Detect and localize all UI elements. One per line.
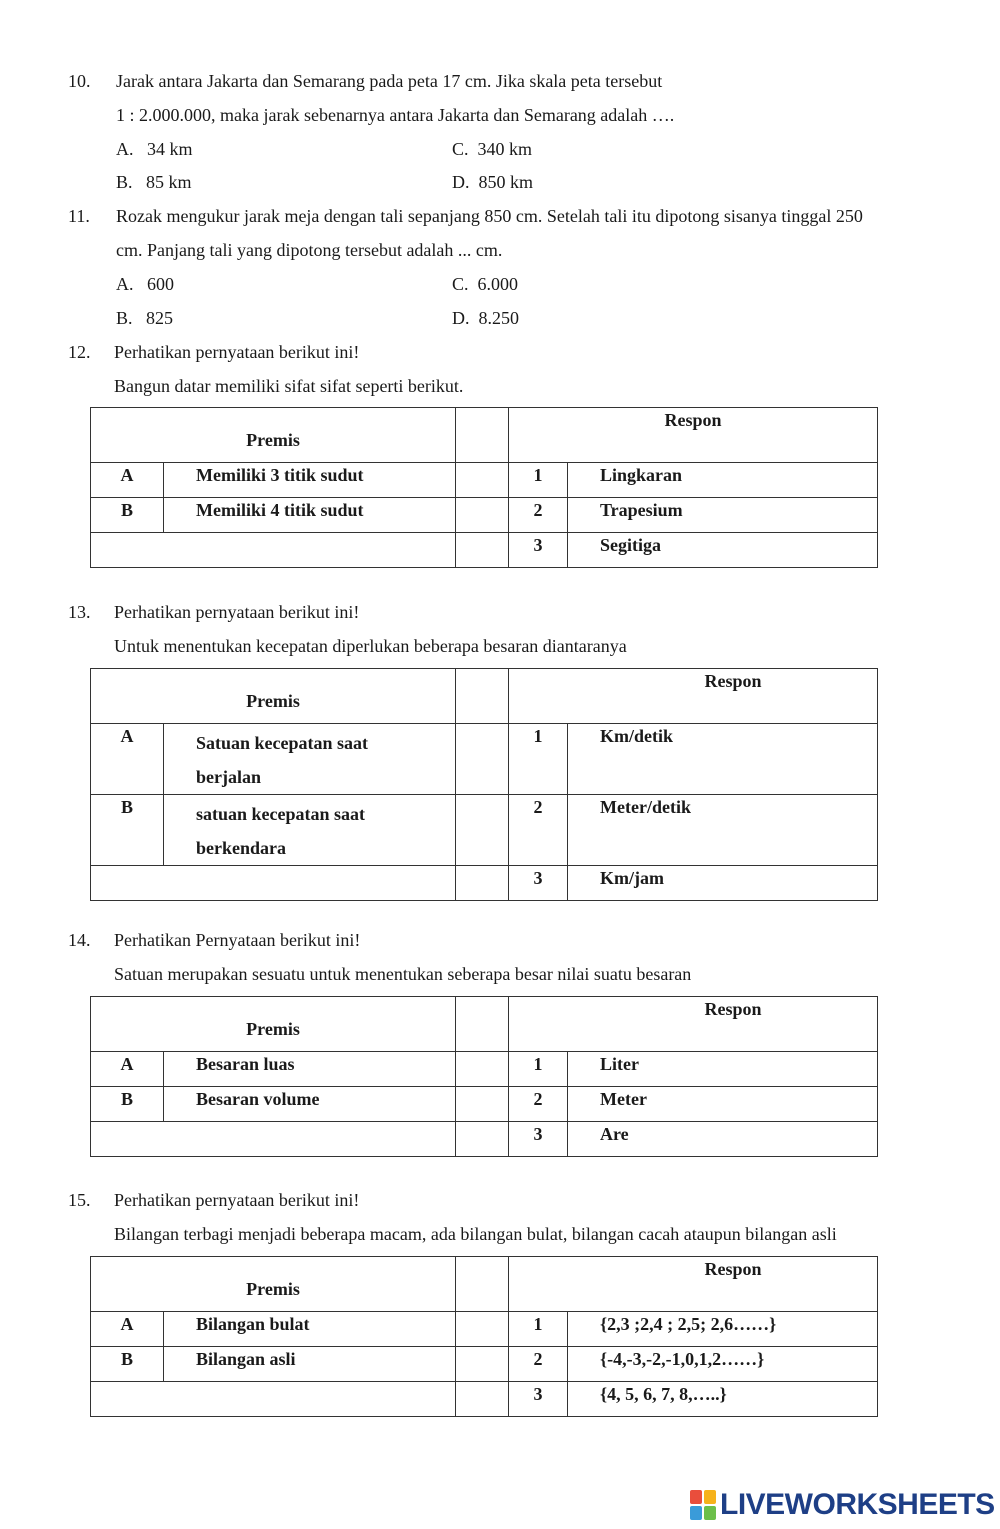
premis-key: A xyxy=(91,1052,164,1087)
answer-slot-header xyxy=(456,408,509,463)
answer-slot[interactable] xyxy=(456,463,509,498)
respon-header: Respon xyxy=(509,1257,878,1312)
premis-key: B xyxy=(91,1347,164,1382)
premis-header: Premis xyxy=(91,997,456,1052)
respon-text: {4, 5, 6, 7, 8,…..} xyxy=(568,1382,878,1417)
question-number: 15. xyxy=(68,1190,91,1210)
option-d[interactable] xyxy=(452,307,519,329)
option-label: D. xyxy=(452,308,470,328)
question-text-line: Perhatikan pernyataan berikut ini! xyxy=(114,1190,360,1210)
premis-key: B xyxy=(91,498,164,533)
question-number: 14. xyxy=(68,930,91,950)
respon-text: Meter/detik xyxy=(568,795,878,866)
respon-key: 1 xyxy=(509,1052,568,1087)
premis-text-line: berkendara xyxy=(196,838,286,858)
option-label: C. xyxy=(452,139,469,159)
option-label: C. xyxy=(452,274,469,294)
question-text-line: Satuan merupakan sesuatu untuk menentukan seberapa besar nilai suatu besaran xyxy=(114,964,692,984)
logo-square-icon xyxy=(704,1490,716,1504)
respon-key: 3 xyxy=(509,866,568,901)
logo-square-icon xyxy=(690,1506,702,1520)
question-number: 13. xyxy=(68,602,91,622)
option-c[interactable] xyxy=(452,273,518,295)
respon-key: 2 xyxy=(509,1347,568,1382)
premis-text xyxy=(164,724,456,795)
premis-text: Besaran luas xyxy=(164,1052,456,1087)
liveworksheets-logo-icon xyxy=(690,1490,716,1520)
premis-text: Bilangan bulat xyxy=(164,1312,456,1347)
empty-cell xyxy=(456,866,509,901)
matching-table xyxy=(90,668,878,901)
respon-text: Segitiga xyxy=(568,533,878,568)
answer-slot[interactable] xyxy=(456,724,509,795)
respon-header: Respon xyxy=(509,997,878,1052)
option-b[interactable] xyxy=(116,307,173,329)
premis-text-line: berjalan xyxy=(196,767,261,787)
option-label: B. xyxy=(116,308,133,328)
option-label: A. xyxy=(116,274,134,294)
premis-key: A xyxy=(91,1312,164,1347)
respon-text: Km/detik xyxy=(568,724,878,795)
empty-cell xyxy=(456,1382,509,1417)
empty-cell xyxy=(91,1122,456,1157)
respon-key: 2 xyxy=(509,498,568,533)
question-text-line: Perhatikan pernyataan berikut ini! xyxy=(114,342,360,362)
premis-text: Besaran volume xyxy=(164,1087,456,1122)
question-number: 11. xyxy=(68,206,90,226)
respon-key: 2 xyxy=(509,1087,568,1122)
premis-text xyxy=(164,795,456,866)
premis-text-line: Satuan kecepatan saat xyxy=(196,733,369,753)
option-text: 8.250 xyxy=(478,308,519,328)
question-text-line: Bilangan terbagi menjadi beberapa macam, ada bilangan bulat, bilangan cacah ataupun bilangan asli xyxy=(114,1224,837,1244)
question-number: 10. xyxy=(68,71,91,91)
option-text: 6.000 xyxy=(477,274,519,294)
premis-key: B xyxy=(91,795,164,866)
respon-text: Lingkaran xyxy=(568,463,878,498)
logo-text: LIVEWORKSHEETS xyxy=(720,1488,995,1521)
option-b[interactable] xyxy=(116,171,192,193)
respon-text: Liter xyxy=(568,1052,878,1087)
answer-slot[interactable] xyxy=(456,795,509,866)
premis-text: Memiliki 4 titik sudut xyxy=(164,498,456,533)
question-number: 12. xyxy=(68,342,91,362)
question-text-line: Perhatikan pernyataan berikut ini! xyxy=(114,602,360,622)
respon-text: Km/jam xyxy=(568,866,878,901)
question-text-line: Perhatikan Pernyataan berikut ini! xyxy=(114,930,361,950)
respon-text: Are xyxy=(568,1122,878,1157)
question-text-line: Bangun datar memiliki sifat sifat seperti berikut. xyxy=(114,376,464,396)
empty-cell xyxy=(456,1122,509,1157)
respon-key: 2 xyxy=(509,795,568,866)
question-text-line: 1 : 2.000.000, maka jarak sebenarnya antara Jakarta dan Semarang adalah …. xyxy=(116,105,675,125)
liveworksheets-logo[interactable] xyxy=(690,1488,995,1522)
answer-slot[interactable] xyxy=(456,1087,509,1122)
premis-key: B xyxy=(91,1087,164,1122)
option-text: 340 km xyxy=(477,139,533,159)
premis-key: A xyxy=(91,463,164,498)
empty-cell xyxy=(91,866,456,901)
empty-cell xyxy=(91,533,456,568)
question-text-line: Untuk menentukan kecepatan diperlukan beberapa besaran diantaranya xyxy=(114,636,627,656)
empty-cell xyxy=(456,533,509,568)
option-text: 850 km xyxy=(478,172,534,192)
matching-table xyxy=(90,407,878,568)
respon-key: 3 xyxy=(509,533,568,568)
empty-cell xyxy=(91,1382,456,1417)
option-text: 34 km xyxy=(147,139,193,159)
premis-text-line: satuan kecepatan saat xyxy=(196,804,366,824)
answer-slot[interactable] xyxy=(456,1052,509,1087)
respon-key: 3 xyxy=(509,1122,568,1157)
option-text: 825 xyxy=(146,308,174,328)
premis-text: Bilangan asli xyxy=(164,1347,456,1382)
answer-slot[interactable] xyxy=(456,1347,509,1382)
logo-square-icon xyxy=(704,1506,716,1520)
matching-table xyxy=(90,1256,878,1417)
respon-header: Respon xyxy=(509,408,878,463)
question-text-line: Jarak antara Jakarta dan Semarang pada peta 17 cm. Jika skala peta tersebut xyxy=(116,71,663,91)
option-label: D. xyxy=(452,172,470,192)
matching-table xyxy=(90,996,878,1157)
option-c[interactable] xyxy=(452,138,532,160)
respon-key: 1 xyxy=(509,463,568,498)
respon-text: {-4,-3,-2,-1,0,1,2……} xyxy=(568,1347,878,1382)
question-text-line: cm. Panjang tali yang dipotong tersebut adalah ... cm. xyxy=(116,240,503,260)
answer-slot-header xyxy=(456,1257,509,1312)
option-a[interactable] xyxy=(116,138,193,160)
option-a[interactable] xyxy=(116,273,174,295)
answer-slot-header xyxy=(456,997,509,1052)
answer-slot[interactable] xyxy=(456,498,509,533)
option-d[interactable] xyxy=(452,171,533,193)
respon-header: Respon xyxy=(509,669,878,724)
premis-header: Premis xyxy=(91,1257,456,1312)
premis-header: Premis xyxy=(91,408,456,463)
option-label: A. xyxy=(116,139,134,159)
respon-text: {2,3 ;2,4 ; 2,5; 2,6……} xyxy=(568,1312,878,1347)
option-label: B. xyxy=(116,172,133,192)
answer-slot-header xyxy=(456,669,509,724)
respon-text: Meter xyxy=(568,1087,878,1122)
option-text: 600 xyxy=(147,274,174,294)
respon-key: 1 xyxy=(509,724,568,795)
option-text: 85 km xyxy=(146,172,192,192)
respon-key: 3 xyxy=(509,1382,568,1417)
premis-key: A xyxy=(91,724,164,795)
respon-text: Trapesium xyxy=(568,498,878,533)
logo-square-icon xyxy=(690,1490,702,1504)
respon-key: 1 xyxy=(509,1312,568,1347)
question-text-line: Rozak mengukur jarak meja dengan tali sepanjang 850 cm. Setelah tali itu dipotong sisanya tinggal 250 xyxy=(116,206,863,226)
premis-text: Memiliki 3 titik sudut xyxy=(164,463,456,498)
answer-slot[interactable] xyxy=(456,1312,509,1347)
premis-header: Premis xyxy=(91,669,456,724)
